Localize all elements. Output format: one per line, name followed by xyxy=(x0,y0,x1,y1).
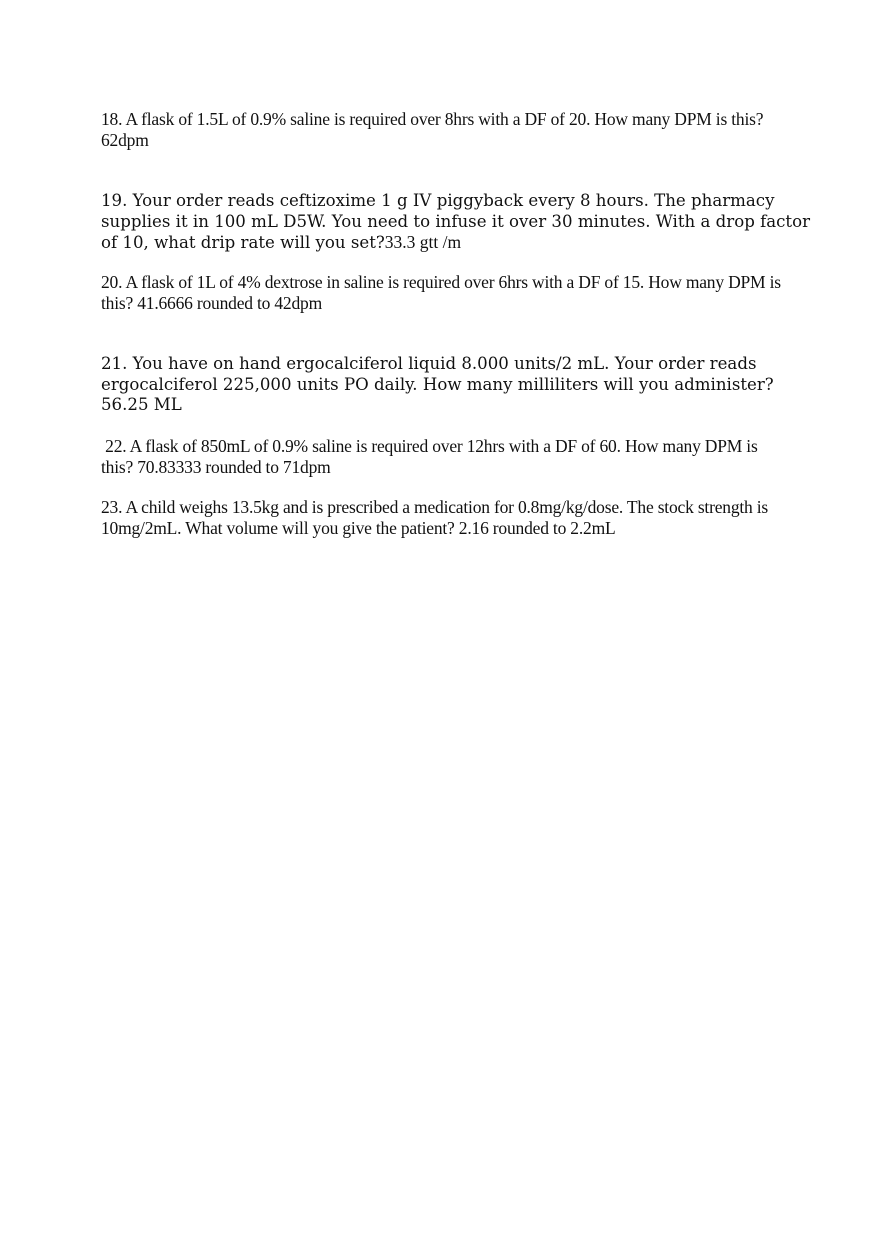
question-19-line-3 xyxy=(101,232,801,254)
question-21 xyxy=(101,354,801,416)
question-21-line-2: ergocalciferol 225,000 units PO daily. How many milliliters will you administer? xyxy=(101,374,774,394)
question-21-line-1: 21. You have on hand ergocalciferol liquid 8.000 units/2 mL. Your order reads xyxy=(101,354,757,373)
question-18-answer: 62dpm xyxy=(101,130,149,150)
question-22-line-1: 22. A flask of 850mL of 0.9% saline is required over 12hrs with a DF of 60. How many DPM is xyxy=(101,436,758,456)
question-19-line-3-text: of 10, what drip rate will you set? xyxy=(101,233,385,252)
question-18 xyxy=(101,109,801,151)
question-19 xyxy=(101,191,811,254)
question-23-answer: 10mg/2mL. What volume will you give the patient? 2.16 rounded to 2.2mL xyxy=(101,518,616,538)
question-21-answer: 56.25 ML xyxy=(101,395,182,414)
question-22-answer: this? 70.83333 rounded to 71dpm xyxy=(101,457,331,477)
question-23 xyxy=(101,497,801,539)
question-20-answer: this? 41.6666 rounded to 42dpm xyxy=(101,293,322,313)
question-23-line-1: 23. A child weighs 13.5kg and is prescribed a medication for 0.8mg/kg/dose. The stock strength is xyxy=(101,497,769,517)
question-20-line-1: 20. A flask of 1L of 4% dextrose in saline is required over 6hrs with a DF of 15. How many DPM is xyxy=(101,272,781,292)
question-19-line-2: supplies it in 100 mL D5W. You need to infuse it over 30 minutes. With a drop factor xyxy=(101,211,811,231)
question-20 xyxy=(101,272,801,314)
question-19-answer: 33.3 gtt /m xyxy=(384,232,462,252)
question-22 xyxy=(101,436,801,478)
question-18-line-1: 18. A flask of 1.5L of 0.9% saline is required over 8hrs with a DF of 20. How many DPM is this? xyxy=(101,109,764,129)
question-19-line-1: 19. Your order reads ceftizoxime 1 g IV piggyback every 8 hours. The pharmacy xyxy=(101,191,775,210)
